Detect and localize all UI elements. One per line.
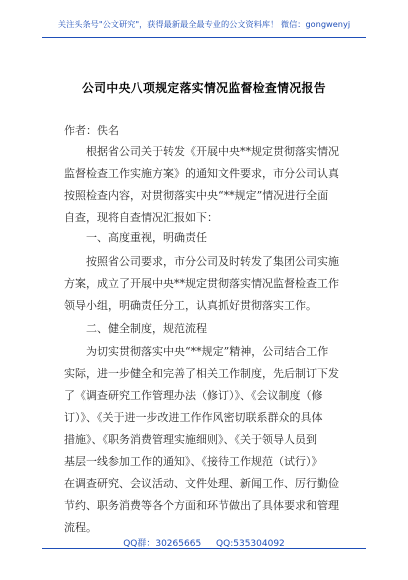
section-heading-2: 二、健全制度，规范流程 — [86, 322, 207, 335]
intro-line: 根据省公司关于转发《开展中央**规定贯彻落实情况 — [86, 145, 339, 158]
section2-line: 在调查研究、会议活动、文件处理、新闻工作、厉行勤俭 — [64, 477, 339, 490]
section2-line: 基层一线参加工作的通知》、《接待工作规范（试行）》 — [64, 455, 323, 468]
intro-paragraph — [64, 141, 346, 229]
section1-paragraph — [64, 251, 346, 317]
intro-line: 监督检查工作实施方案》的通知文件要求，市分公司认真 — [64, 167, 339, 180]
section2-line: 流程。 — [64, 521, 97, 534]
intro-line: 按照检查内容，对贯彻落实中央“**规定”情况进行全面 — [64, 189, 329, 202]
intro-line: 自查，现将自查情况汇报如下： — [64, 211, 218, 224]
author-line: 作者：佚名 — [64, 124, 119, 137]
section2-line: 节约、职务消费等各个方面和环节做出了具体要求和管理 — [64, 499, 339, 512]
section2-line: 措施》、《职务消费管理实施细则》、《关于领导人员到 — [64, 433, 317, 446]
document-title: 公司中央八项规定落实情况监督检查情况报告 — [82, 81, 326, 95]
section2-line: 实际，进一步健全和完善了相关工作制度，先后制订下发 — [64, 367, 339, 380]
section1-line: 方案，成立了开展中央**规定贯彻落实情况监督检查工作 — [64, 277, 339, 290]
section2-paragraph — [64, 341, 346, 539]
section2-line: 了《调查研究工作管理办法（修订）》、《会议制度（修 — [64, 389, 323, 402]
header-banner: 关注头条号"公文研究"，获得最新最全最专业的公文资料库！ 微信：gongwenyj — [57, 19, 351, 29]
footer-qq-number: QQ:535304092 — [216, 539, 285, 549]
section1-line: 领导小组，明确责任分工，认真抓好贯彻落实工作。 — [64, 299, 317, 312]
section2-line: 订）》、《关于进一步改进工作作风密切联系群众的具体 — [64, 411, 323, 424]
section1-line: 按照省公司要求，市分公司及时转发了集团公司实施 — [86, 255, 339, 268]
header-divider — [42, 37, 366, 38]
section2-line: 为切实贯彻落实中央“**规定”精神，公司结合工作 — [86, 345, 329, 358]
footer-divider — [42, 548, 366, 549]
footer-qq-group: QQ群：30265665 — [123, 539, 202, 549]
section-heading-1: 一、高度重视，明确责任 — [86, 231, 207, 244]
